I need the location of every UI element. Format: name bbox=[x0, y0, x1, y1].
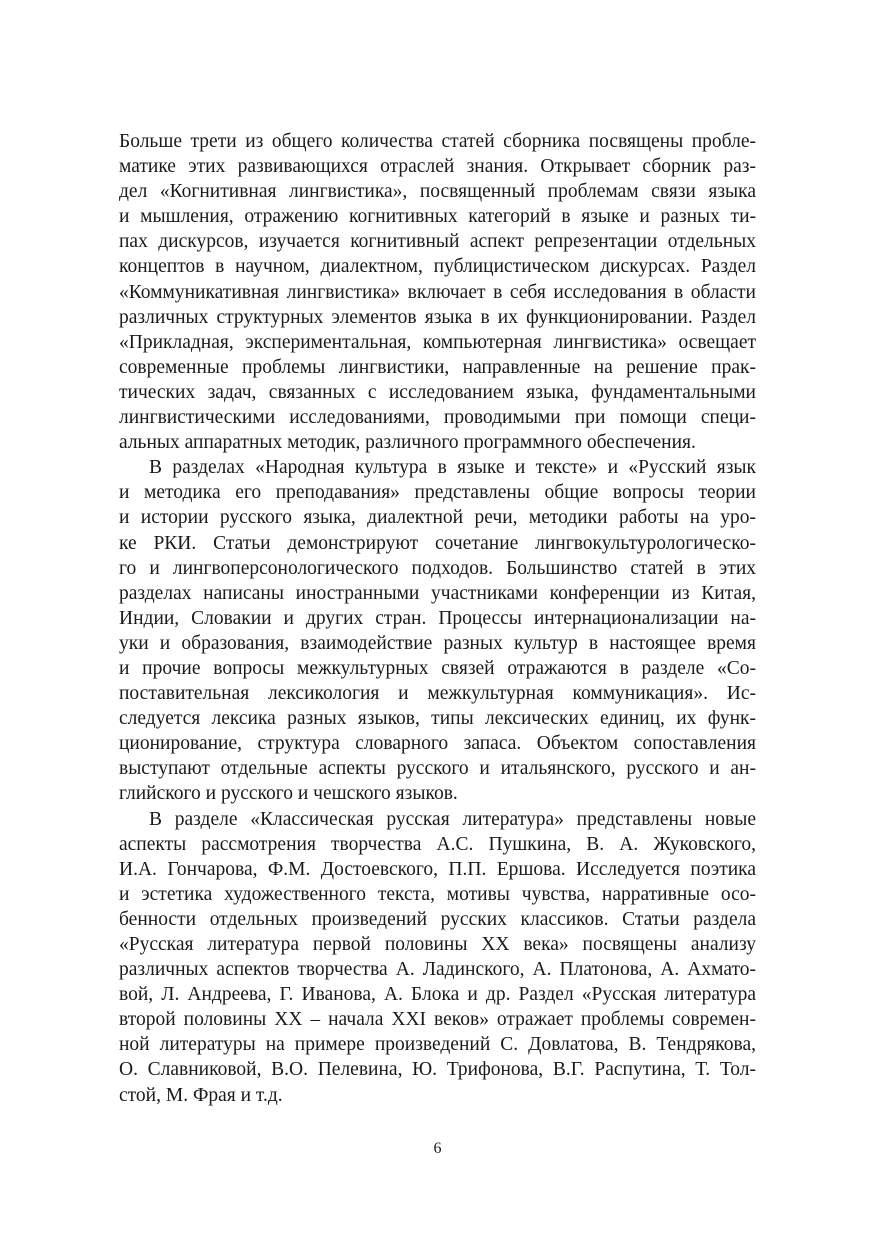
text-line: матике этих развивающихся отраслей знания. Открывает сборник раз- bbox=[119, 156, 756, 178]
text-line: глийского и русского и чешского языков. bbox=[119, 783, 458, 805]
text-line: ной литературы на примере произведений С. Довлатова, В. Тендрякова, bbox=[119, 1034, 756, 1056]
text-line: различных аспектов творчества А. Ладинского, А. Платонова, А. Ахмато- bbox=[119, 959, 756, 981]
text-line: разделах написаны иностранными участниками конференции из Китая, bbox=[119, 582, 756, 604]
text-line: современные проблемы лингвистики, направленные на решение прак- bbox=[119, 356, 756, 378]
text-line: дел «Когнитивная лингвистика», посвященный проблемам связи языка bbox=[119, 181, 756, 203]
text-line: бенности отдельных произведений русских классиков. Статьи раздела bbox=[119, 908, 756, 930]
text-line: альных аппаратных методик, различного программного обеспечения. bbox=[119, 432, 696, 454]
text-line: «Прикладная, экспериментальная, компьютерная лингвистика» освещает bbox=[119, 331, 756, 353]
text-line: Индии, Словакии и других стран. Процессы интернационализации на- bbox=[119, 607, 756, 629]
text-line: О. Славниковой, В.О. Пелевина, Ю. Трифонова, В.Г. Распутина, Т. Тол- bbox=[119, 1059, 756, 1081]
text-line: лингвистическими исследованиями, проводимыми при помощи специ- bbox=[119, 407, 756, 429]
text-line: И.А. Гончарова, Ф.М. Достоевского, П.П. Ершова. Исследуется поэтика bbox=[119, 858, 756, 880]
document-body bbox=[119, 129, 756, 1108]
text-line: ционирование, структура словарного запаса. Объектом сопоставления bbox=[119, 733, 756, 755]
text-line: и эстетика художественного текста, мотивы чувства, нарративные осо- bbox=[119, 883, 756, 905]
text-line: и методика его преподавания» представлены общие вопросы теории bbox=[119, 482, 756, 504]
text-line: ке РКИ. Статьи демонстрируют сочетание лингвокультурологическо- bbox=[119, 532, 756, 554]
text-line: уки и образования, взаимодействие разных культур в настоящее время bbox=[119, 632, 756, 654]
text-line: выступают отдельные аспекты русского и итальянского, русского и ан- bbox=[119, 758, 756, 780]
text-line: стой, М. Фрая и т.д. bbox=[119, 1084, 283, 1106]
text-line: поставительная лексикология и межкультурная коммуникация». Ис- bbox=[119, 683, 756, 705]
text-line: Больше трети из общего количества статей сборника посвящены пробле- bbox=[119, 131, 756, 152]
text-line: В разделах «Народная культура в языке и тексте» и «Русский язык bbox=[149, 457, 756, 479]
paragraph-1 bbox=[119, 129, 756, 455]
text-line: пах дискурсов, изучается когнитивный аспект репрезентации отдельных bbox=[119, 231, 756, 253]
text-line: концептов в научном, диалектном, публицистическом дискурсах. Раздел bbox=[119, 256, 756, 278]
text-line: и мышления, отражению когнитивных категорий в языке и разных ти- bbox=[119, 206, 756, 228]
text-line: В разделе «Классическая русская литература» представлены новые bbox=[149, 808, 756, 830]
paragraph-3 bbox=[119, 807, 756, 1108]
text-line: тических задач, связанных с исследованием языка, фундаментальными bbox=[119, 381, 756, 403]
text-line: и прочие вопросы межкультурных связей отражаются в разделе «Со- bbox=[119, 657, 756, 679]
text-line: различных структурных элементов языка в их функционировании. Раздел bbox=[119, 306, 756, 328]
text-line: вой, Л. Андреева, Г. Иванова, А. Блока и др. Раздел «Русская литература bbox=[119, 984, 756, 1006]
page-number: 6 bbox=[433, 1140, 442, 1157]
text-line: го и лингвоперсонологического подходов. Большинство статей в этих bbox=[119, 557, 756, 579]
text-line: «Русская литература первой половины ХХ века» посвящены анализу bbox=[119, 934, 756, 955]
text-line: следуется лексика разных языков, типы лексических единиц, их функ- bbox=[119, 708, 756, 730]
text-line: аспекты рассмотрения творчества А.С. Пушкина, В. А. Жуковского, bbox=[119, 833, 756, 855]
paragraph-2 bbox=[119, 455, 756, 806]
text-line: «Коммуникативная лингвистика» включает в себя исследования в области bbox=[119, 281, 756, 303]
text-line: второй половины ХХ – начала ХХI веков» отражает проблемы современ- bbox=[119, 1009, 756, 1031]
text-line: и истории русского языка, диалектной речи, методики работы на уро- bbox=[119, 507, 756, 529]
